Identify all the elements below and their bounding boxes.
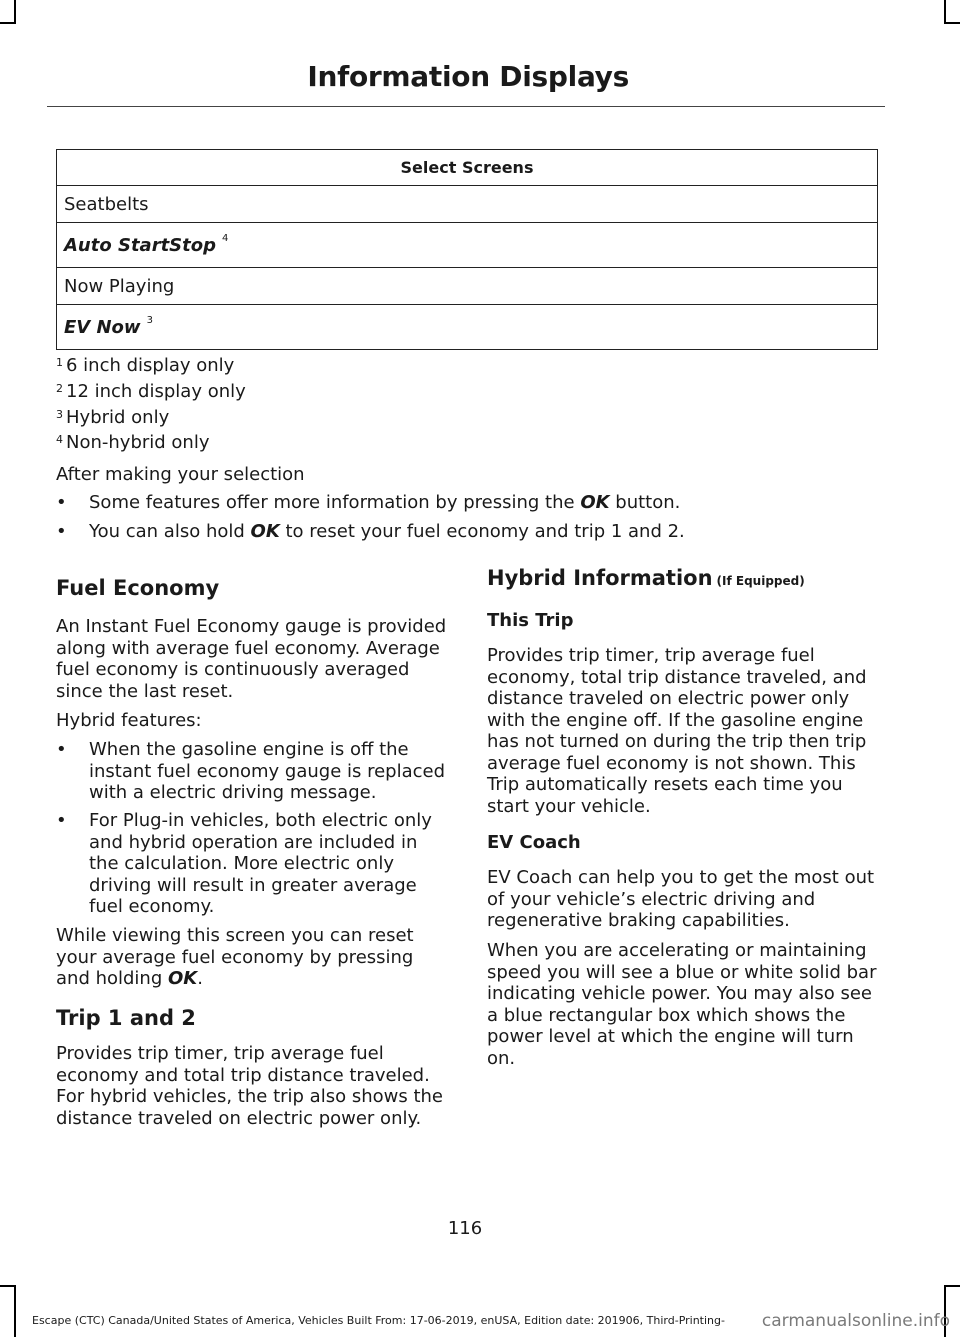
fuel-economy-paragraph: An Instant Fuel Economy gauge is provided along with average fuel economy. Average fuel economy is continuously averaged since the last reset. bbox=[56, 616, 447, 702]
bullet-icon: • bbox=[56, 810, 67, 831]
trip-paragraph: Provides trip timer, trip average fuel economy and total trip distance traveled. For hybrid vehicles, the trip also shows the distance traveled on electric power only. bbox=[56, 1043, 443, 1129]
table-row bbox=[57, 223, 878, 268]
footer-text: Escape (CTC) Canada/United States of America, Vehicles Built From: 17-06-2019, enUSA, Edition date: 201906, Third-Printing- bbox=[32, 1314, 725, 1327]
ok-key-label: OK bbox=[168, 968, 198, 989]
crop-mark bbox=[0, 1285, 16, 1287]
subheading-ev-coach: EV Coach bbox=[487, 832, 581, 853]
ev-coach-paragraph: EV Coach can help you to get the most out of your vehicle’s electric driving and regenerative braking capabilities. bbox=[487, 867, 875, 931]
row-footnote-ref: 4 bbox=[222, 232, 229, 244]
crop-mark bbox=[944, 0, 946, 22]
bullet-text: You can also hold bbox=[89, 521, 251, 542]
bullet-text: button. bbox=[609, 492, 681, 513]
bullet-icon: • bbox=[56, 492, 67, 513]
footnote bbox=[56, 432, 210, 454]
header-rule bbox=[47, 106, 885, 107]
footnote-text: Hybrid only bbox=[66, 407, 170, 428]
crop-mark bbox=[944, 1285, 960, 1287]
subheading-this-trip: This Trip bbox=[487, 610, 574, 631]
bullet-icon: • bbox=[56, 739, 67, 760]
table-row bbox=[57, 268, 878, 305]
section-heading-fuel-economy: Fuel Economy bbox=[56, 576, 220, 600]
table-row bbox=[57, 305, 878, 350]
footnote-text: 12 inch display only bbox=[66, 381, 246, 402]
list-item bbox=[56, 739, 448, 805]
footnote-number: 1 bbox=[56, 356, 63, 369]
bullet-text: Some features offer more information by pressing the bbox=[89, 492, 581, 513]
paragraph-text: While viewing this screen you can reset your average fuel economy by pressing and holding bbox=[56, 925, 414, 989]
row-label: Seatbelts bbox=[64, 193, 149, 215]
hybrid-features-label: Hybrid features: bbox=[56, 710, 202, 731]
footnote bbox=[56, 381, 246, 403]
if-equipped-label: (If Equipped) bbox=[716, 574, 805, 588]
crop-mark bbox=[0, 22, 16, 24]
bullet-text: When the gasoline engine is off the instant fuel economy gauge is replaced with a electric driving message. bbox=[89, 739, 446, 803]
after-selection-intro: After making your selection bbox=[56, 464, 305, 485]
bullet-text: to reset your fuel economy and trip 1 and 2. bbox=[279, 521, 685, 542]
row-label: Now Playing bbox=[64, 275, 175, 297]
watermark: carmanualsonline.info bbox=[761, 1311, 950, 1331]
page-number: 116 bbox=[447, 1218, 483, 1239]
footnote-text: Non-hybrid only bbox=[66, 432, 210, 453]
bullet-text: For Plug-in vehicles, both electric only and hybrid operation are included in the calculation. More electric only driving will result in greater average fuel economy. bbox=[89, 810, 432, 917]
section-heading-trip: Trip 1 and 2 bbox=[56, 1006, 196, 1030]
list-item bbox=[56, 810, 448, 920]
fuel-reset-paragraph bbox=[56, 925, 448, 990]
row-label: Auto StartStop bbox=[64, 234, 216, 256]
paragraph-text: . bbox=[197, 968, 203, 989]
row-footnote-ref: 3 bbox=[146, 314, 153, 326]
heading-text: Hybrid Information bbox=[487, 566, 713, 590]
ev-coach-paragraph: When you are accelerating or maintaining speed you will see a blue or white solid bar indicating vehicle power. You may also see a blue rectangular box which shows the power level at which the engine will turn on. bbox=[487, 940, 877, 1069]
table-heading: Select Screens bbox=[57, 150, 878, 186]
select-screens-table bbox=[56, 149, 878, 350]
footnote-number: 2 bbox=[56, 382, 63, 395]
crop-mark bbox=[14, 1285, 16, 1337]
footnote-text: 6 inch display only bbox=[66, 355, 235, 376]
crop-mark bbox=[944, 22, 960, 24]
this-trip-paragraph: Provides trip timer, trip average fuel economy, total trip distance traveled, and distance traveled on electric power only with the engine off. If the gasoline engine has not turned on during the trip then trip average fuel economy is not shown. This Trip automatically resets each time you start your vehicle. bbox=[487, 645, 867, 817]
ok-key-label: OK bbox=[250, 521, 280, 542]
footnote-number: 3 bbox=[56, 408, 63, 421]
page-title: Information Displays bbox=[307, 60, 629, 93]
crop-mark bbox=[14, 0, 16, 22]
ok-key-label: OK bbox=[580, 492, 610, 513]
section-heading-hybrid-information bbox=[487, 566, 880, 590]
bullet-icon: • bbox=[56, 521, 67, 542]
footnote bbox=[56, 407, 169, 429]
footnote-number: 4 bbox=[56, 433, 63, 446]
footnote bbox=[56, 355, 234, 377]
row-label: EV Now bbox=[64, 316, 141, 338]
table-row bbox=[57, 186, 878, 223]
